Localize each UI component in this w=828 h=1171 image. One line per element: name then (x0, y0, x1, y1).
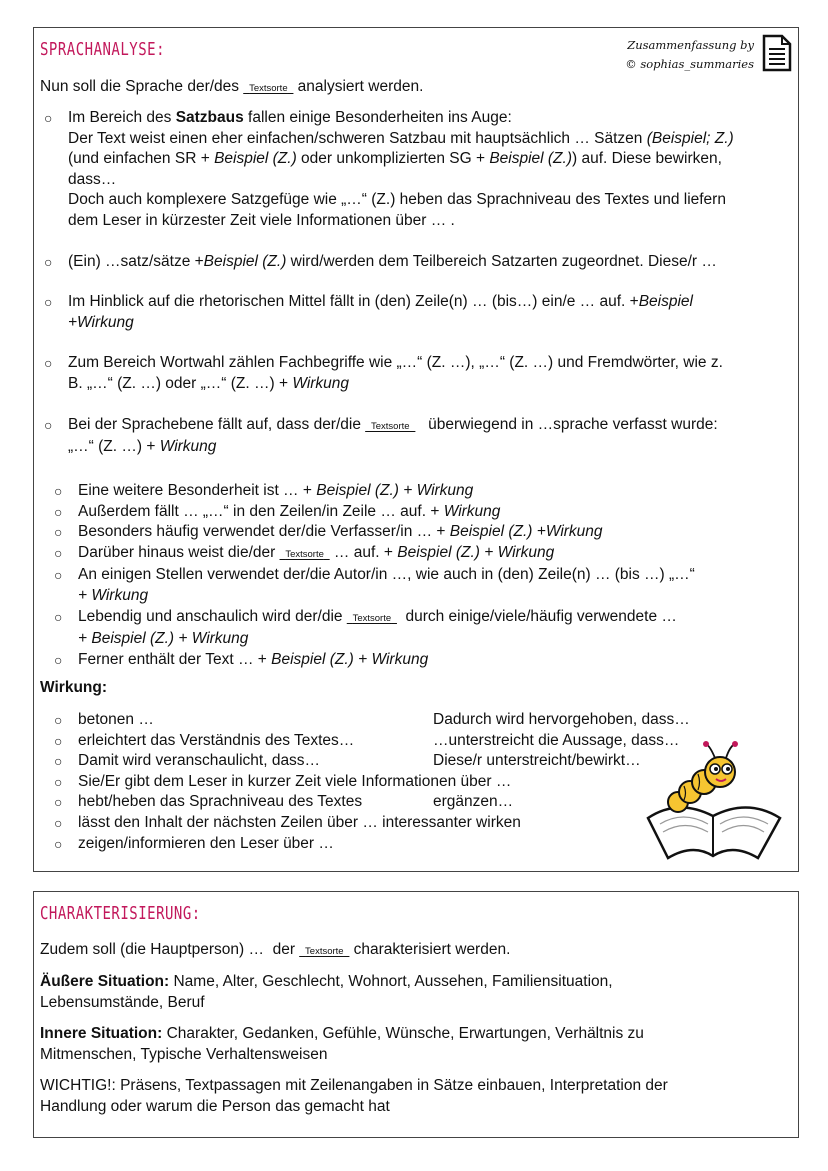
list-item-rhetorik: ○ Im Hinblick auf die rhetorischen Mittel fällt in (den) Zeile(n) … (bis…) ein/e … auf. +Beispiel +Wirkung (44, 293, 693, 331)
main-bullet-list (40, 108, 792, 458)
bullet-icon: ○ (44, 416, 53, 433)
textsorte-blank: Textsorte (249, 83, 288, 94)
document-icon (762, 34, 792, 72)
wirkung-right-item: Dadurch wird hervorgehoben, dass… (433, 711, 690, 728)
wirkung-right-item: ergänzen… (433, 793, 514, 811)
list-item-satzarten: ○ (Ein) …satz/sätze +Beispiel (Z.) wird/werden dem Teilbereich Satzarten zugeordnet. Diese/r … (40, 252, 792, 273)
section-heading-sprachanalyse: SPRACHANALYSE: (40, 40, 166, 60)
list-item: ○ Sie/Er gibt dem Leser in kurzer Zeit viele Informationen über … (54, 772, 512, 790)
list-item: ○ lässt den Inhalt der nächsten Zeilen über … interessanter wirken (54, 813, 521, 831)
list-item: ○ Ferner enthält der Text … + Beispiel (Z.) + Wirkung (54, 650, 429, 668)
weitere-bullet-list (50, 481, 792, 670)
credit-line-1: Zusammenfassung by (627, 38, 754, 52)
intro-text: Nun soll die Sprache der/des (40, 78, 244, 95)
textsorte-blank: Textsorte (352, 612, 392, 624)
aeussere-situation: Äußere Situation: Name, Alter, Geschlecht, Wohnort, Aussehen, Familiensituation, Lebensumstände, Beruf (40, 973, 613, 1011)
bullet-icon: ○ (44, 110, 53, 126)
charakterisierung-section (33, 891, 799, 1138)
credit (625, 36, 754, 74)
bookworm-illustration (638, 738, 788, 863)
sprachanalyse-section (33, 27, 799, 872)
textsorte-blank: Textsorte (371, 420, 410, 432)
bullet-icon: ○ (44, 355, 53, 372)
list-item: ○ Lebendig und anschaulich wird der/die Textsorte durch einige/viele/häufig verwendete … + Beispiel (Z.) + Wirkung (54, 607, 677, 648)
wirkung-right-item: …unterstreicht die Aussage, dass… (433, 731, 680, 749)
list-item: ○ Besonders häufig verwendet der/die Verfasser/in … + Beispiel (Z.) +Wirkung (54, 523, 603, 541)
credit-line-2: © sophias_summaries (625, 57, 754, 71)
textsorte-blank: Textsorte (305, 946, 344, 957)
list-item-satzbau: ○ Im Bereich des Satzbaus fallen einige Besonderheiten ins Auge: Der Text weist einen eher einfachen/schweren Satzbau mit hauptsächlich … Sätzen (Beispiel; Z.) (und einfachen SR + Beispiel (Z.) oder unkomplizierten SG + Beispiel (Z.)) auf. Diese bewirken, dass… Doch auch komplexere Satzgefüge wie „…“ (Z.) heben das Sprachniveau des Textes und liefern dem Leser in kürzester Zeit viele Informationen über … . (44, 109, 734, 229)
list-item-sprachebene: ○ Bei der Sprachebene fällt auf, dass der/die Textsorte überwiegend in …sprache verfasst wurde: „…“ (Z. …) + Wirkung (44, 415, 718, 456)
list-item: ○ An einigen Stellen verwendet der/die Autor/in …, wie auch in (den) Zeile(n) … (bis …) „…“ + Wirkung (54, 566, 695, 604)
list-item: ○ hebt/heben das Sprachniveau des Textes (54, 793, 363, 811)
list-item: ○ betonen … (54, 711, 154, 728)
charakterisierung-intro: Zudem soll (die Hauptperson) … der Textsorte charakterisiert werden. (40, 941, 511, 958)
wirkung-heading: Wirkung: (40, 679, 108, 696)
intro-line (40, 77, 792, 100)
wichtig-note: WICHTIG!: Präsens, Textpassagen mit Zeilenangaben in Sätze einbauen, Interpretation der Handlung oder warum die Person das gemacht hat (40, 1077, 668, 1115)
innere-situation: Innere Situation: Charakter, Gedanken, Gefühle, Wünsche, Erwartungen, Verhältnis zu Mitmenschen, Typische Verhaltensweisen (40, 1025, 644, 1063)
bullet-icon: ○ (44, 294, 53, 311)
wirkung-right-item: Diese/r unterstreicht/bewirkt… (433, 752, 641, 770)
list-item: ○ Darüber hinaus weist die/der Textsorte … auf. + Beispiel (Z.) + Wirkung (54, 543, 555, 561)
list-item: ○ Damit wird veranschaulicht, dass… (54, 752, 321, 770)
list-item: ○ Eine weitere Besonderheit ist … + Beispiel (Z.) + Wirkung (54, 482, 474, 499)
list-item: ○ zeigen/informieren den Leser über … (54, 834, 334, 852)
section-heading-charakterisierung: CHARAKTERISIERUNG: (40, 904, 201, 924)
intro-text-end: analysiert werden. (293, 78, 424, 95)
list-item: ○ erleichtert das Verständnis des Textes… (54, 731, 355, 749)
list-item-wortwahl: ○ Zum Bereich Wortwahl zählen Fachbegriffe wie „…“ (Z. …), „…“ (Z. …) und Fremdwörter, wie z. B. „…“ (Z. …) oder „…“ (Z. …) + Wirkung (44, 354, 723, 392)
bullet-icon: ○ (44, 253, 53, 270)
textsorte-blank: Textsorte (285, 548, 324, 560)
list-item: ○ Außerdem fällt … „…“ in den Zeilen/in Zeile … auf. + Wirkung (54, 502, 501, 520)
